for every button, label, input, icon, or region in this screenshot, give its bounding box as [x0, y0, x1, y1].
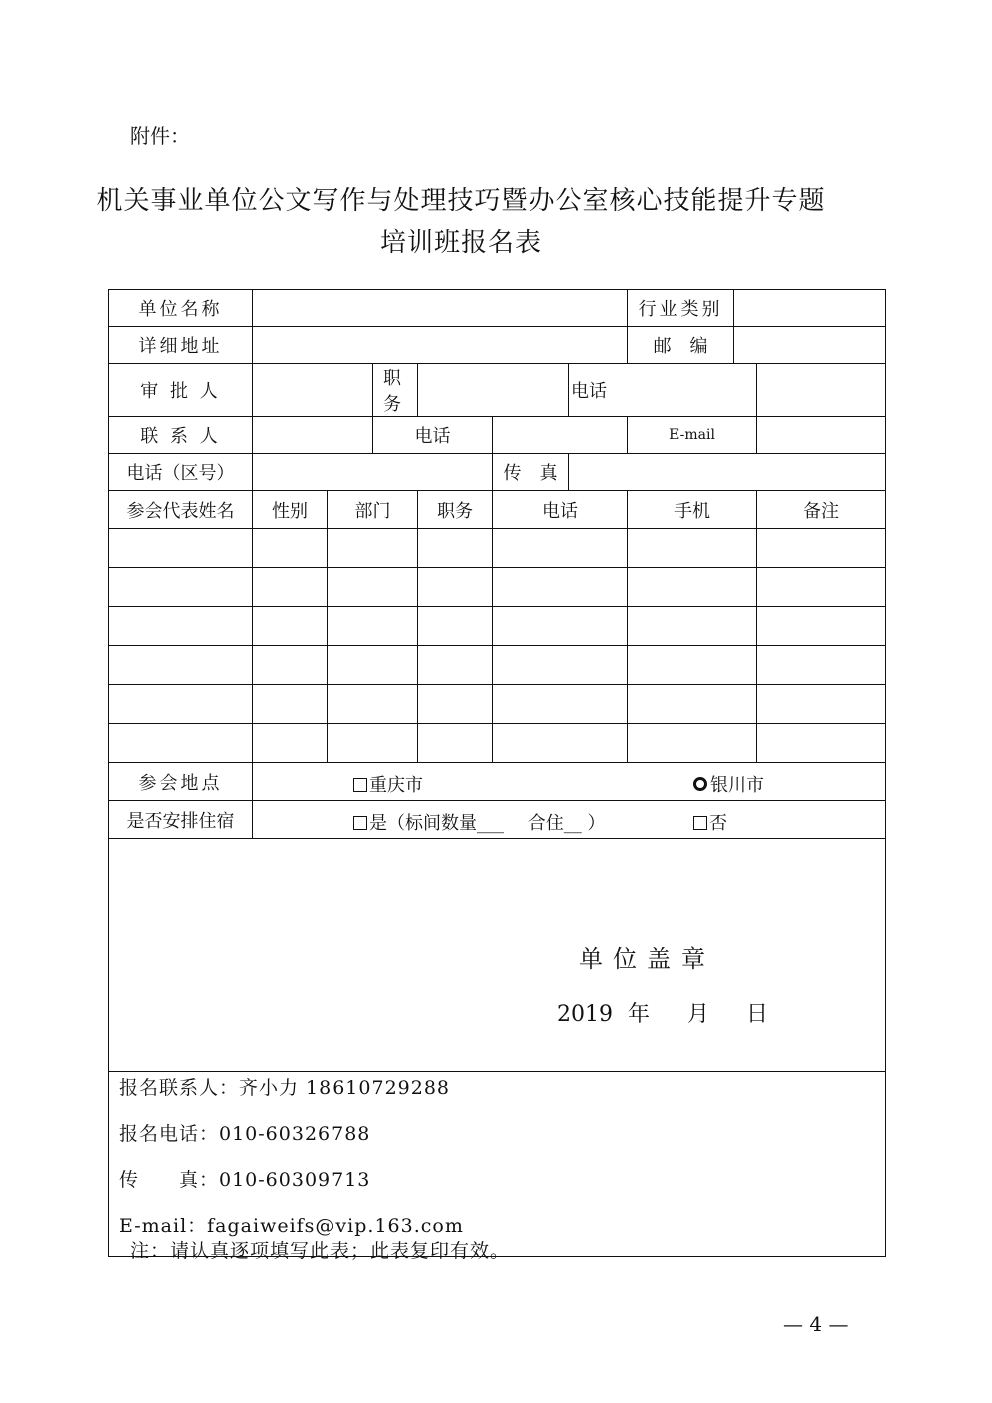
approver-label: 审 批 人	[109, 364, 253, 417]
contact-person-line: 报名联系人：齐小力 18610729288	[119, 1077, 451, 1099]
venue-label: 参会地点	[109, 763, 253, 801]
mobile-cell[interactable]	[628, 568, 757, 607]
phone-cell[interactable]	[493, 724, 628, 763]
remarks-cell[interactable]	[757, 646, 886, 685]
department-cell[interactable]	[328, 607, 418, 646]
header-department: 部门	[328, 491, 418, 529]
header-name: 参会代表姓名	[109, 491, 253, 529]
name-cell[interactable]	[109, 529, 253, 568]
gender-cell[interactable]	[253, 568, 328, 607]
industry-label: 行业类别	[628, 290, 734, 327]
checkbox-icon	[353, 778, 367, 792]
seal-date: 2019 年 月 日	[557, 1002, 768, 1027]
attachment-label: 附件：	[130, 124, 190, 148]
checkbox-icon	[693, 816, 707, 830]
venue-option-label: 重庆市	[369, 775, 423, 796]
page-number: — 4 —	[783, 1312, 849, 1336]
phone-area-label: 电话（区号）	[109, 454, 253, 491]
address-field[interactable]	[253, 327, 628, 364]
phone-cell[interactable]	[493, 685, 628, 724]
fax-field[interactable]	[569, 454, 886, 491]
phone-cell[interactable]	[493, 607, 628, 646]
title-cell[interactable]	[418, 607, 493, 646]
lodging-option-label: 是（标间数量___ 合住__ ）	[369, 813, 606, 834]
remarks-cell[interactable]	[757, 724, 886, 763]
approver-title-label: 职务	[373, 364, 418, 417]
remarks-cell[interactable]	[757, 607, 886, 646]
mobile-cell[interactable]	[628, 685, 757, 724]
lodging-options	[253, 801, 886, 839]
approver-title-field[interactable]	[418, 364, 569, 417]
address-label: 详细地址	[109, 327, 253, 364]
name-cell[interactable]	[109, 724, 253, 763]
contact-fax-line: 传 真：010-60309713	[119, 1169, 371, 1191]
table-row	[109, 568, 886, 607]
name-cell[interactable]	[109, 607, 253, 646]
table-row	[109, 646, 886, 685]
unit-name-label: 单位名称	[109, 290, 253, 327]
header-gender: 性别	[253, 491, 328, 529]
form-title-line1: 机关事业单位公文写作与处理技巧暨办公室核心技能提升专题	[96, 186, 826, 216]
name-cell[interactable]	[109, 568, 253, 607]
venue-option-chongqing[interactable]	[353, 771, 423, 797]
contact-person-label: 联 系 人	[109, 417, 253, 454]
header-phone: 电话	[493, 491, 628, 529]
phone-cell[interactable]	[493, 646, 628, 685]
phone-cell[interactable]	[493, 568, 628, 607]
industry-field[interactable]	[734, 290, 886, 327]
contact-person-field[interactable]	[253, 417, 373, 454]
postcode-field[interactable]	[734, 327, 886, 364]
checkbox-icon	[353, 816, 367, 830]
department-cell[interactable]	[328, 685, 418, 724]
title-cell[interactable]	[418, 724, 493, 763]
radio-selected-icon	[693, 777, 707, 791]
table-row	[109, 685, 886, 724]
contact-email-line: E-mail：fagaiweifs@vip.163.com	[119, 1215, 464, 1237]
seal-area	[109, 839, 886, 1072]
title-cell[interactable]	[418, 529, 493, 568]
registration-form	[108, 289, 886, 1257]
mobile-cell[interactable]	[628, 646, 757, 685]
gender-cell[interactable]	[253, 607, 328, 646]
venue-option-label: 银川市	[710, 775, 764, 796]
header-mobile: 手机	[628, 491, 757, 529]
title-cell[interactable]	[418, 568, 493, 607]
table-row	[109, 529, 886, 568]
name-cell[interactable]	[109, 646, 253, 685]
email-label: E-mail	[628, 417, 757, 454]
mobile-cell[interactable]	[628, 607, 757, 646]
lodging-option-no[interactable]	[693, 809, 727, 835]
lodging-option-label: 否	[709, 813, 727, 834]
name-cell[interactable]	[109, 685, 253, 724]
title-cell[interactable]	[418, 646, 493, 685]
header-title: 职务	[418, 491, 493, 529]
mobile-cell[interactable]	[628, 529, 757, 568]
form-title-line2: 培训班报名表	[379, 228, 542, 258]
gender-cell[interactable]	[253, 724, 328, 763]
gender-cell[interactable]	[253, 646, 328, 685]
gender-cell[interactable]	[253, 685, 328, 724]
remarks-cell[interactable]	[757, 568, 886, 607]
table-row	[109, 724, 886, 763]
gender-cell[interactable]	[253, 529, 328, 568]
department-cell[interactable]	[328, 568, 418, 607]
contact-phone-line: 报名电话：010-60326788	[119, 1123, 371, 1145]
unit-name-field[interactable]	[253, 290, 628, 327]
department-cell[interactable]	[328, 646, 418, 685]
department-cell[interactable]	[328, 724, 418, 763]
lodging-label: 是否安排住宿	[109, 801, 253, 839]
postcode-label: 邮 编	[628, 327, 734, 364]
phone-cell[interactable]	[493, 529, 628, 568]
venue-option-yinchuan[interactable]	[693, 771, 764, 797]
department-cell[interactable]	[328, 529, 418, 568]
header-remarks: 备注	[757, 491, 886, 529]
contact-info-area	[109, 1072, 886, 1257]
contact-phone-field[interactable]	[493, 417, 628, 454]
lodging-option-yes[interactable]	[353, 809, 605, 835]
mobile-cell[interactable]	[628, 724, 757, 763]
approver-phone-label: 电话	[569, 364, 757, 417]
approver-field[interactable]	[253, 364, 373, 417]
fax-label: 传 真	[493, 454, 569, 491]
phone-area-field[interactable]	[253, 454, 493, 491]
contact-phone-label: 电话	[373, 417, 493, 454]
venue-options	[253, 763, 886, 801]
remarks-cell[interactable]	[757, 529, 886, 568]
approver-phone-field[interactable]	[757, 364, 886, 417]
footnote: 注：请认真逐项填写此表；此表复印有效。	[130, 1240, 511, 1262]
table-row	[109, 607, 886, 646]
unit-seal-label: 单位盖章	[579, 945, 715, 973]
remarks-cell[interactable]	[757, 685, 886, 724]
email-field[interactable]	[757, 417, 886, 454]
title-cell[interactable]	[418, 685, 493, 724]
